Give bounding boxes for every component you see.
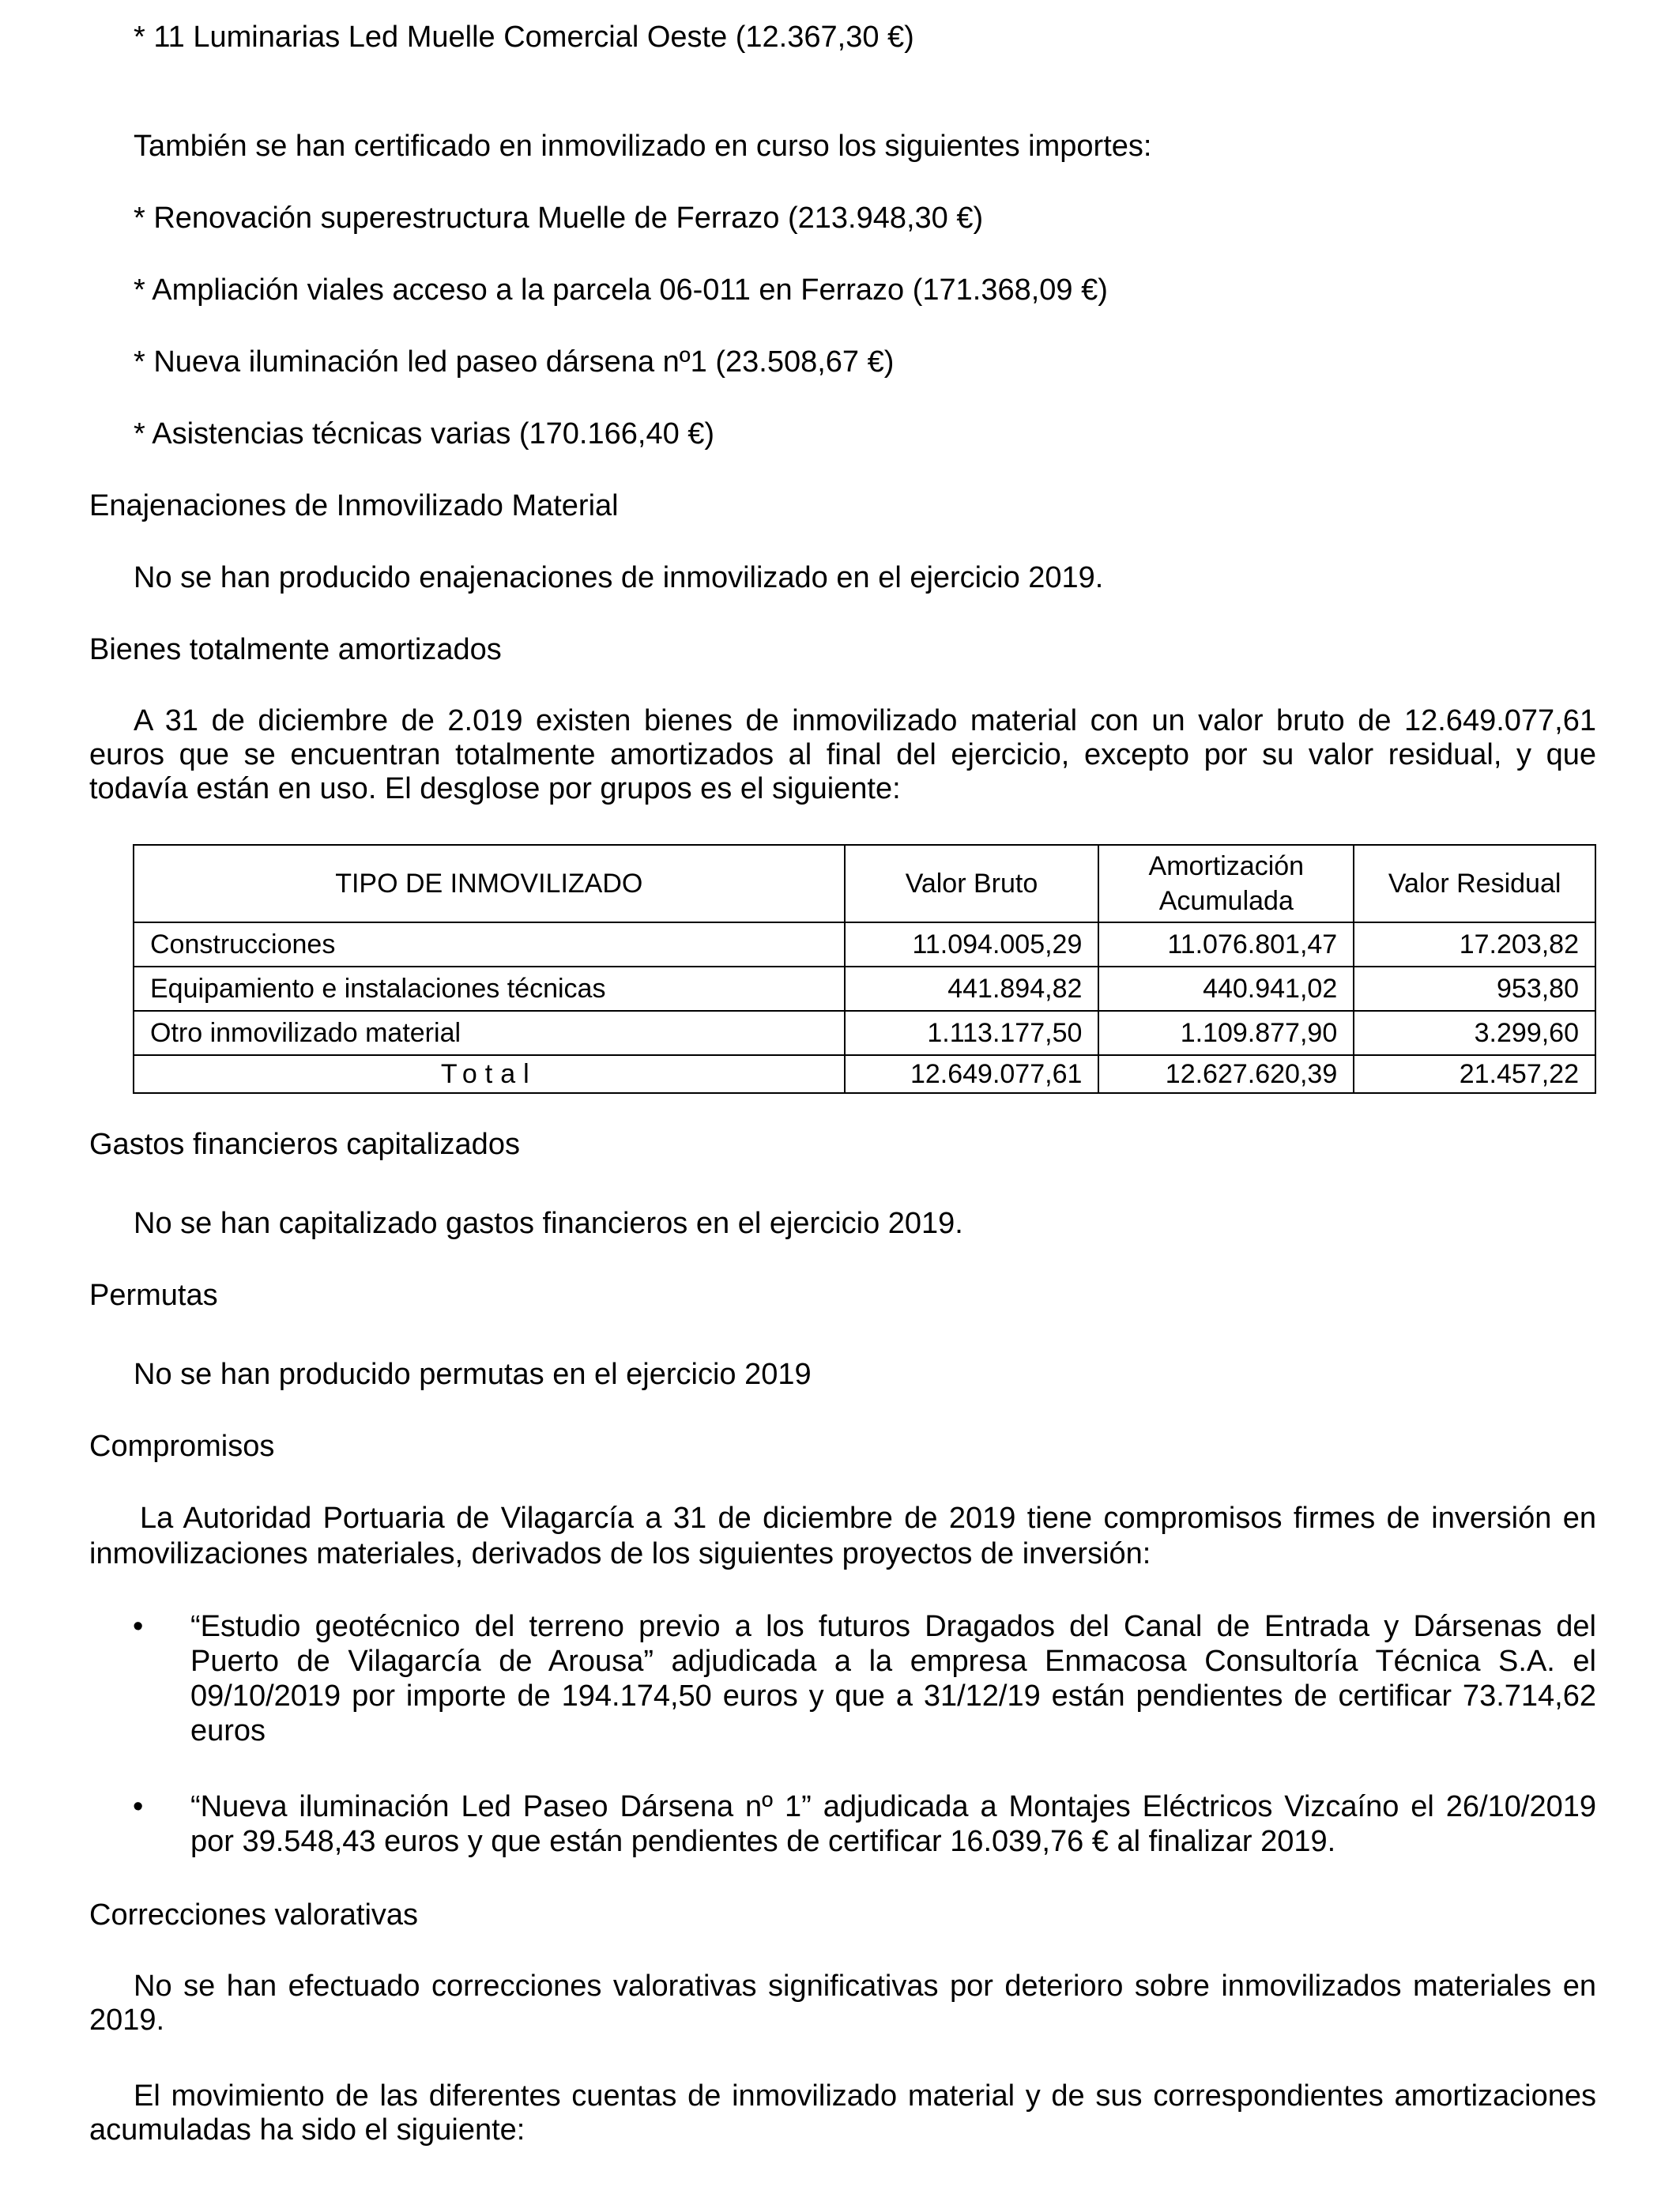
cell-amort: 11.076.801,47: [1098, 922, 1354, 967]
cell-residual: 953,80: [1354, 967, 1595, 1011]
header-valor-residual: Valor Residual: [1354, 845, 1595, 922]
cell-total-amort: 12.627.620,39: [1098, 1055, 1354, 1093]
compromiso-item: “Nueva iluminación Led Paseo Dársena nº 1” adjudicada a Montajes Eléctricos Vizcaíno el 26/10/2019 por 39.548,43 euros y que están pendientes de certificar 16.039,76 € al finalizar 2019.: [190, 1790, 1596, 1858]
compromisos-text: La Autoridad Portuaria de Vilagarcía a 31 de diciembre de 2019 tiene compromisos firmes de inversión en inmovilizaciones materiales, derivados de los siguientes proyectos de inversión:: [89, 1502, 1596, 1570]
section-heading-compromisos: Compromisos: [89, 1430, 275, 1463]
cell-bruto: 441.894,82: [845, 967, 1099, 1011]
header-amortizacion: Amortización Acumulada: [1098, 845, 1354, 922]
cell-total-label: Total: [134, 1055, 845, 1093]
cell-amort: 1.109.877,90: [1098, 1011, 1354, 1055]
cell-tipo: Equipamiento e instalaciones técnicas: [134, 967, 845, 1011]
table-row: [134, 922, 1595, 967]
cell-residual: 17.203,82: [1354, 922, 1595, 967]
table-header-row: [134, 845, 1595, 922]
amortized-assets-table: [133, 844, 1596, 1094]
table-row: [134, 967, 1595, 1011]
intro-item: * 11 Luminarias Led Muelle Comercial Oeste (12.367,30 €): [134, 21, 914, 54]
en-curso-item: * Ampliación viales acceso a la parcela 06-011 en Ferrazo (171.368,09 €): [134, 273, 1108, 307]
section-heading-gastos: Gastos financieros capitalizados: [89, 1128, 520, 1161]
section-heading-correcciones: Correcciones valorativas: [89, 1898, 419, 1932]
movimiento-text: El movimiento de las diferentes cuentas de inmovilizado material y de sus correspondientes amortizaciones acumuladas ha sido el siguiente:: [89, 2079, 1596, 2147]
compromiso-item: “Estudio geotécnico del terreno previo a los futuros Dragados del Canal de Entrada y Dársenas del Puerto de Vilagarcía de Arousa” adjudicada a la empresa Enmacosa Consultoría Técnica S.A. el 09/10/2019 por importe de 194.174,50 euros y que a 31/12/19 están pendientes de certificar 73.714,62 euros: [190, 1610, 1596, 1747]
en-curso-intro: También se han certificado en inmovilizado en curso los siguientes importes:: [134, 130, 1152, 163]
cell-tipo: Construcciones: [134, 922, 845, 967]
bullet-icon: •: [133, 1790, 144, 1823]
table-row: [134, 1011, 1595, 1055]
enajenaciones-text: No se han producido enajenaciones de inmovilizado en el ejercicio 2019.: [134, 561, 1104, 594]
header-valor-bruto: Valor Bruto: [845, 845, 1099, 922]
cell-total-residual: 21.457,22: [1354, 1055, 1595, 1093]
correcciones-text: No se han efectuado correcciones valorativas significativas por deterioro sobre inmovilizados materiales en 2019.: [89, 1970, 1596, 2037]
cell-residual: 3.299,60: [1354, 1011, 1595, 1055]
bienes-text: A 31 de diciembre de 2.019 existen bienes de inmovilizado material con un valor bruto de 12.649.077,61 euros que se encuentran totalmente amortizados al final del ejercicio, excepto por su valor residual, y que todavía están en uso. El desglose por grupos es el siguiente:: [89, 704, 1596, 805]
cell-total-bruto: 12.649.077,61: [845, 1055, 1099, 1093]
gastos-text: No se han capitalizado gastos financieros en el ejercicio 2019.: [134, 1207, 963, 1240]
header-tipo: TIPO DE INMOVILIZADO: [134, 845, 845, 922]
cell-tipo: Otro inmovilizado material: [134, 1011, 845, 1055]
section-heading-enajenaciones: Enajenaciones de Inmovilizado Material: [89, 489, 619, 522]
cell-amort: 440.941,02: [1098, 967, 1354, 1011]
table-total-row: [134, 1055, 1595, 1093]
cell-bruto: 11.094.005,29: [845, 922, 1099, 967]
en-curso-item: * Nueva iluminación led paseo dársena nº1 (23.508,67 €): [134, 345, 895, 379]
permutas-text: No se han producido permutas en el ejercicio 2019: [134, 1358, 812, 1391]
en-curso-item: * Asistencias técnicas varias (170.166,40 €): [134, 417, 715, 450]
en-curso-item: * Renovación superestructura Muelle de Ferrazo (213.948,30 €): [134, 202, 984, 235]
section-heading-bienes: Bienes totalmente amortizados: [89, 633, 502, 666]
cell-bruto: 1.113.177,50: [845, 1011, 1099, 1055]
section-heading-permutas: Permutas: [89, 1279, 218, 1312]
bullet-icon: •: [133, 1610, 144, 1643]
